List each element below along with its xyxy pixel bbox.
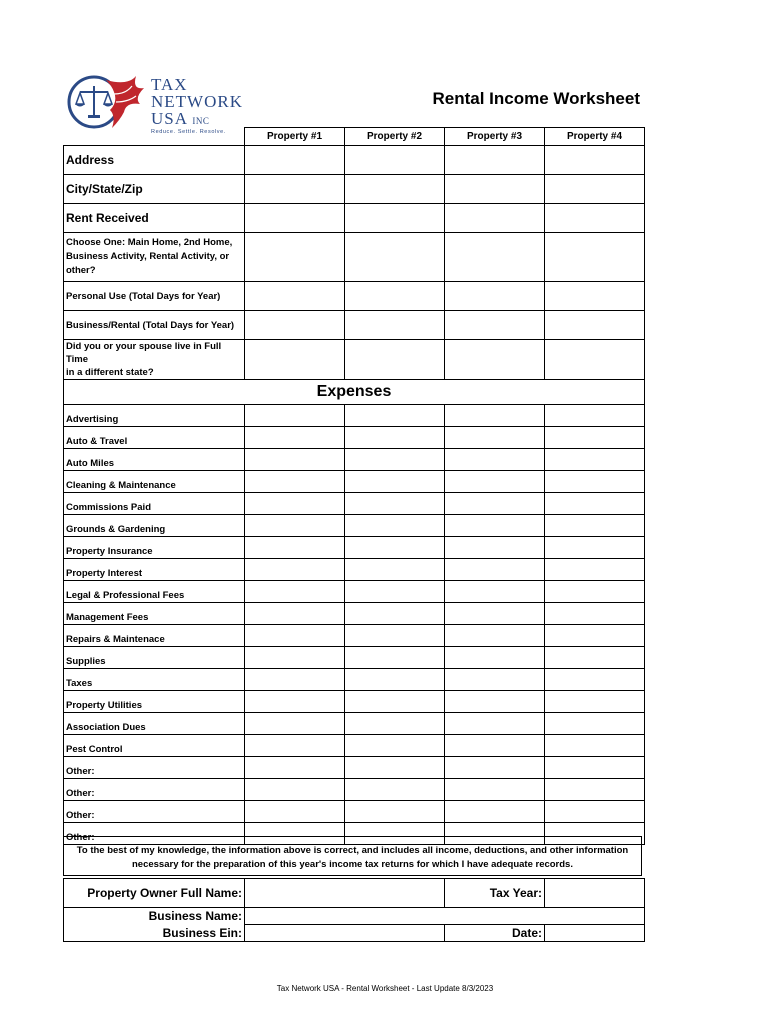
input-cell[interactable] (545, 581, 645, 603)
input-cell[interactable] (345, 146, 445, 175)
input-cell[interactable] (345, 471, 445, 493)
input-cell[interactable] (545, 493, 645, 515)
input-cell[interactable] (345, 311, 445, 340)
input-cell[interactable] (345, 204, 445, 233)
expense-row (64, 559, 645, 581)
column-header: Property #3 (445, 128, 545, 146)
row-label-address: Address (64, 146, 245, 175)
input-cell[interactable] (445, 427, 545, 449)
input-cell[interactable] (345, 340, 445, 380)
input-cell[interactable] (545, 537, 645, 559)
expense-row (64, 647, 645, 669)
row-label-business-rental: Business/Rental (Total Days for Year) (64, 311, 245, 340)
input-cell[interactable] (545, 779, 645, 801)
input-cell[interactable] (445, 175, 545, 204)
expenses-heading: Expenses (64, 380, 645, 405)
choose-line-3: other? (66, 265, 96, 276)
input-cell[interactable] (445, 340, 545, 380)
owner-section (63, 878, 645, 942)
business-name-field[interactable] (245, 908, 645, 925)
expense-row (64, 801, 645, 823)
company-logo (66, 72, 246, 134)
worksheet-table (63, 127, 645, 845)
input-cell[interactable] (545, 669, 645, 691)
logo-line-3: USA (151, 109, 188, 128)
input-cell[interactable] (445, 757, 545, 779)
business-ein-label: Business Ein: (64, 925, 245, 942)
certification-line-1: To the best of my knowledge, the information above is correct, and includes all income, deductions, and other information (76, 845, 629, 856)
column-header: Property #4 (545, 128, 645, 146)
input-cell[interactable] (345, 449, 445, 471)
expense-row (64, 581, 645, 603)
logo-tagline: Reduce. Settle. Resolve. (151, 129, 226, 135)
input-cell[interactable] (345, 779, 445, 801)
input-cell[interactable] (345, 691, 445, 713)
input-cell[interactable] (445, 801, 545, 823)
input-cell[interactable] (545, 282, 645, 311)
input-cell[interactable] (445, 204, 545, 233)
expense-label: Other: (64, 779, 245, 801)
input-cell[interactable] (345, 603, 445, 625)
input-cell[interactable] (445, 691, 545, 713)
page-title: Rental Income Worksheet (432, 89, 640, 108)
row-label-choose (64, 233, 245, 282)
input-cell[interactable] (345, 581, 445, 603)
input-cell[interactable] (345, 493, 445, 515)
expense-label: Property Interest (64, 559, 245, 581)
input-cell[interactable] (545, 340, 645, 380)
expense-label: Advertising (64, 405, 245, 427)
row-label-city: City/State/Zip (64, 175, 245, 204)
expense-label: Auto & Travel (64, 427, 245, 449)
certification-line-2: necessary for the preparation of this year's income tax returns for which I have adequate records. (132, 859, 573, 870)
input-cell[interactable] (445, 471, 545, 493)
expense-row (64, 625, 645, 647)
tax-year-field[interactable] (545, 879, 645, 908)
input-cell[interactable] (545, 625, 645, 647)
input-cell[interactable] (245, 449, 345, 471)
input-cell[interactable] (445, 779, 545, 801)
expense-row (64, 471, 645, 493)
expense-row (64, 405, 645, 427)
input-cell[interactable] (445, 449, 545, 471)
input-cell[interactable] (345, 559, 445, 581)
expense-row (64, 427, 645, 449)
input-cell[interactable] (445, 515, 545, 537)
date-label: Date: (445, 925, 545, 942)
input-cell[interactable] (245, 146, 345, 175)
input-cell[interactable] (245, 713, 345, 735)
expense-label: Auto Miles (64, 449, 245, 471)
input-cell[interactable] (345, 669, 445, 691)
business-name-label: Business Name: (64, 908, 245, 925)
input-cell[interactable] (245, 493, 345, 515)
date-field[interactable] (545, 925, 645, 942)
input-cell[interactable] (245, 311, 345, 340)
input-cell[interactable] (245, 233, 345, 282)
input-cell[interactable] (545, 691, 645, 713)
expense-row (64, 515, 645, 537)
spouse-line-1: Did you or your spouse live in Full Time (66, 341, 222, 365)
input-cell[interactable] (245, 559, 345, 581)
row-label-personal-use: Personal Use (Total Days for Year) (64, 282, 245, 311)
expense-label: Management Fees (64, 603, 245, 625)
expense-row (64, 735, 645, 757)
input-cell[interactable] (345, 735, 445, 757)
input-cell[interactable] (345, 713, 445, 735)
input-cell[interactable] (245, 757, 345, 779)
input-cell[interactable] (445, 603, 545, 625)
input-cell[interactable] (445, 669, 545, 691)
input-cell[interactable] (445, 146, 545, 175)
input-cell[interactable] (245, 779, 345, 801)
input-cell[interactable] (245, 515, 345, 537)
input-cell[interactable] (345, 647, 445, 669)
expense-row (64, 757, 645, 779)
owner-name-label: Property Owner Full Name: (64, 879, 245, 908)
input-cell[interactable] (445, 537, 545, 559)
input-cell[interactable] (445, 735, 545, 757)
input-cell[interactable] (545, 427, 645, 449)
input-cell[interactable] (545, 471, 645, 493)
expense-label: Property Utilities (64, 691, 245, 713)
logo-line-1: TAX (151, 75, 188, 94)
input-cell[interactable] (245, 691, 345, 713)
input-cell[interactable] (445, 647, 545, 669)
expense-label: Property Insurance (64, 537, 245, 559)
input-cell[interactable] (445, 581, 545, 603)
column-header: Property #1 (245, 128, 345, 146)
input-cell[interactable] (345, 625, 445, 647)
row-label-spouse (64, 340, 245, 380)
input-cell[interactable] (345, 427, 445, 449)
expense-label: Cleaning & Maintenance (64, 471, 245, 493)
business-ein-field[interactable] (245, 925, 445, 942)
input-cell[interactable] (245, 471, 345, 493)
expense-label: Commissions Paid (64, 493, 245, 515)
input-cell[interactable] (545, 515, 645, 537)
input-cell[interactable] (445, 311, 545, 340)
input-cell[interactable] (245, 427, 345, 449)
spouse-line-2: in a different state? (66, 367, 154, 378)
input-cell[interactable] (545, 757, 645, 779)
expense-row (64, 779, 645, 801)
tax-year-label: Tax Year: (445, 879, 545, 908)
expense-row (64, 669, 645, 691)
input-cell[interactable] (245, 625, 345, 647)
choose-line-2: Business Activity, Rental Activity, or (66, 251, 230, 262)
input-cell[interactable] (345, 537, 445, 559)
input-cell[interactable] (245, 340, 345, 380)
input-cell[interactable] (445, 713, 545, 735)
input-cell[interactable] (545, 146, 645, 175)
expense-row (64, 603, 645, 625)
input-cell[interactable] (545, 204, 645, 233)
input-cell[interactable] (445, 405, 545, 427)
input-cell[interactable] (545, 233, 645, 282)
scales-eagle-icon (66, 72, 148, 134)
input-cell[interactable] (245, 405, 345, 427)
input-cell[interactable] (445, 559, 545, 581)
expense-label: Other: (64, 823, 245, 845)
input-cell[interactable] (245, 669, 345, 691)
input-cell[interactable] (345, 801, 445, 823)
expense-label: Other: (64, 757, 245, 779)
input-cell[interactable] (445, 625, 545, 647)
input-cell[interactable] (245, 204, 345, 233)
input-cell[interactable] (245, 537, 345, 559)
input-cell[interactable] (545, 175, 645, 204)
expense-label: Taxes (64, 669, 245, 691)
input-cell[interactable] (245, 175, 345, 204)
logo-line-2: NETWORK (151, 92, 243, 111)
expense-row (64, 713, 645, 735)
input-cell[interactable] (545, 405, 645, 427)
row-label-rent: Rent Received (64, 204, 245, 233)
input-cell[interactable] (545, 603, 645, 625)
expense-row (64, 691, 645, 713)
input-cell[interactable] (445, 282, 545, 311)
input-cell[interactable] (245, 603, 345, 625)
input-cell[interactable] (245, 282, 345, 311)
input-cell[interactable] (245, 647, 345, 669)
expense-label: Grounds & Gardening (64, 515, 245, 537)
input-cell[interactable] (345, 405, 445, 427)
page-footer: Tax Network USA - Rental Worksheet - Last Update 8/3/2023 (276, 984, 494, 993)
expenses-list (64, 405, 645, 845)
input-cell[interactable] (345, 757, 445, 779)
expense-row (64, 493, 645, 515)
input-cell[interactable] (545, 449, 645, 471)
column-header: Property #2 (345, 128, 445, 146)
input-cell[interactable] (245, 581, 345, 603)
certification-statement (63, 836, 642, 876)
input-cell[interactable] (245, 801, 345, 823)
input-cell[interactable] (345, 282, 445, 311)
owner-name-field[interactable] (245, 879, 445, 908)
input-cell[interactable] (545, 713, 645, 735)
input-cell[interactable] (545, 647, 645, 669)
logo-inc: INC (192, 116, 210, 126)
expense-label: Supplies (64, 647, 245, 669)
input-cell[interactable] (545, 311, 645, 340)
input-cell[interactable] (445, 233, 545, 282)
input-cell[interactable] (345, 175, 445, 204)
expense-label: Other: (64, 801, 245, 823)
input-cell[interactable] (545, 735, 645, 757)
expense-label: Pest Control (64, 735, 245, 757)
expense-row (64, 537, 645, 559)
input-cell[interactable] (445, 493, 545, 515)
expense-label: Legal & Professional Fees (64, 581, 245, 603)
choose-line-1: Choose One: Main Home, 2nd Home, (66, 237, 233, 248)
input-cell[interactable] (545, 801, 645, 823)
expense-label: Repairs & Maintenace (64, 625, 245, 647)
input-cell[interactable] (345, 233, 445, 282)
input-cell[interactable] (245, 735, 345, 757)
expense-label: Association Dues (64, 713, 245, 735)
expense-row (64, 449, 645, 471)
input-cell[interactable] (545, 559, 645, 581)
input-cell[interactable] (345, 515, 445, 537)
